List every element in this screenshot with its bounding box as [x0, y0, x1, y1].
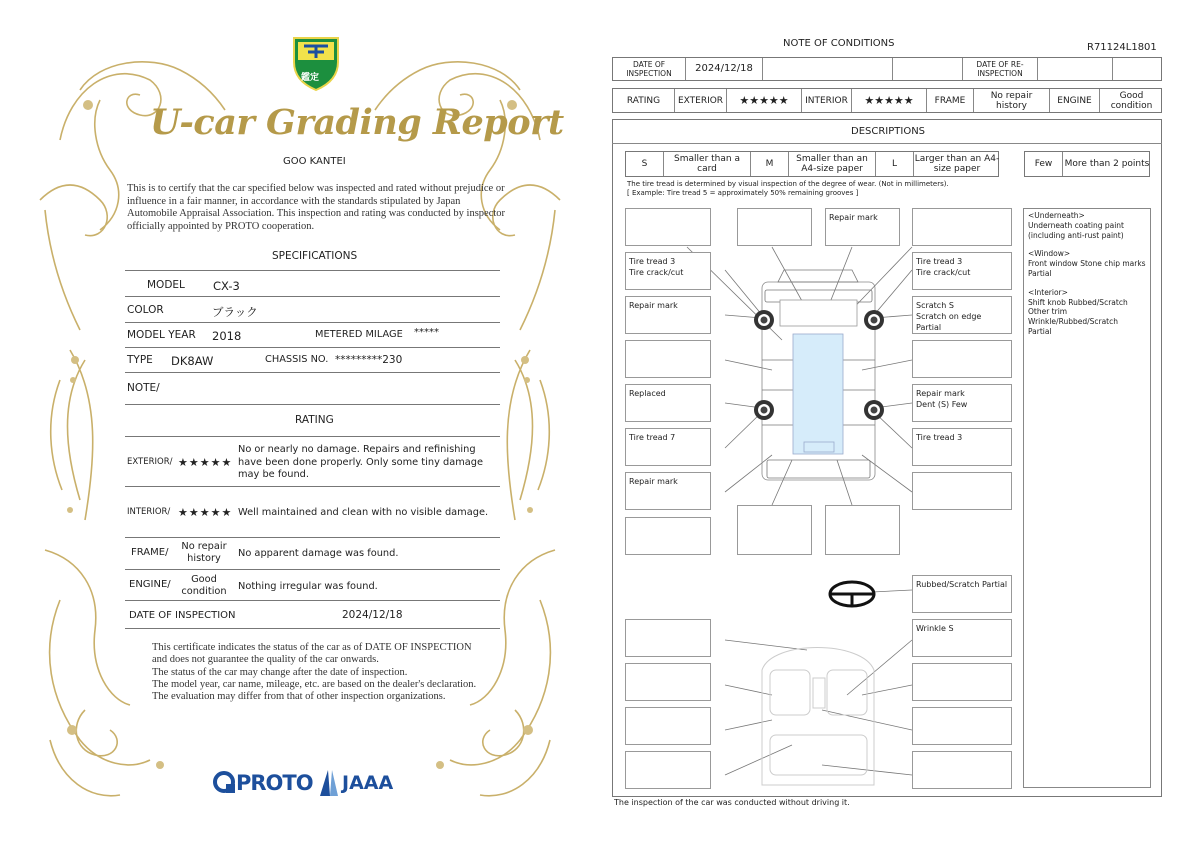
repair-box-left-door	[625, 340, 711, 378]
org-name: GOO KANTEI	[283, 156, 346, 167]
empty-cell	[763, 58, 893, 80]
inspection-date-label: DATE OF INSPECTION	[129, 610, 236, 621]
interior-box-1	[625, 619, 711, 657]
divider	[125, 436, 500, 437]
interior-box-3	[625, 707, 711, 745]
certificate-title: U-car Grading Report	[150, 102, 564, 143]
note-line: Underneath coating paint	[1028, 220, 1124, 230]
legend-few: Few	[1025, 152, 1063, 176]
jaaa-brand: JAAA	[342, 772, 394, 794]
tire-box-front-left: Tire tread 3 Tire crack/cut	[625, 252, 711, 290]
model-year-value: 2018	[212, 329, 242, 343]
repair-box-right-top	[912, 208, 1012, 246]
repair-box-right-front: Scratch S Scratch on edge Partial	[912, 296, 1012, 334]
proto-brand: PROTO	[236, 771, 313, 795]
repair-box-rear-right	[825, 505, 900, 555]
divider	[125, 296, 500, 297]
divider	[125, 404, 500, 405]
reinspection-date-value	[1038, 58, 1113, 80]
steering-box: Rubbed/Scratch Partial	[912, 575, 1012, 613]
note-label: NOTE/	[127, 382, 160, 394]
sheet-title: NOTE OF CONDITIONS	[783, 38, 895, 49]
frame-label: FRAME/	[131, 547, 169, 558]
note-line: Partial	[1028, 326, 1052, 336]
rating-label: RATING	[613, 89, 675, 112]
interior-stars: ★★★★★	[178, 506, 233, 519]
tire-box-front-right: Tire tread 3 Tire crack/cut	[912, 252, 1012, 290]
engine-value: Good condition	[181, 574, 227, 597]
tire-box-rear-left: Tire tread 7	[625, 428, 711, 466]
repair-box-left-rear: Repair mark	[625, 472, 711, 510]
inspection-date-value: 2024/12/18	[342, 609, 403, 621]
repair-box-rear-left	[737, 505, 812, 555]
proto-logo-mark	[212, 770, 238, 796]
empty-cell	[1113, 58, 1163, 80]
repair-box-right-mid: Repair mark Dent (S) Few	[912, 384, 1012, 422]
note-line: (including anti-rust paint)	[1028, 230, 1124, 240]
divider	[125, 537, 500, 538]
note-line: Front window Stone chip marks	[1028, 259, 1146, 269]
legend-s-text: Smaller than a card	[664, 152, 751, 176]
inspection-date-label: DATE OF INSPECTION	[613, 58, 686, 80]
model-value: CX-3	[213, 279, 240, 293]
note-line: Wrinkle/Rubbed/Scratch	[1028, 317, 1118, 327]
tire-box-rear-right: Tire tread 3	[912, 428, 1012, 466]
divider	[612, 143, 1162, 144]
type-value: DK8AW	[171, 354, 214, 368]
repair-box-front-right	[825, 208, 900, 246]
tire-note: The tire tread is determined by visual inspection of the degree of wear. (Not in millimeters).	[627, 180, 949, 188]
specs-heading: SPECIFICATIONS	[272, 250, 358, 262]
engine-value: Good condition	[1110, 90, 1153, 111]
model-year-label: MODEL YEAR	[127, 329, 196, 341]
interior-label: INTERIOR/	[127, 507, 171, 517]
tire-example: [ Example: Tire tread 5 = approximately 50% remaining grooves ]	[627, 189, 859, 197]
rating-row	[612, 88, 1162, 113]
date-row	[612, 57, 1162, 81]
frame-value: No repair history	[974, 89, 1050, 112]
color-value: ブラック	[212, 305, 258, 319]
note-line: <Underneath>	[1028, 211, 1085, 220]
exterior-stars: ★★★★★	[727, 89, 802, 112]
logo-text: 鑑定	[301, 73, 320, 83]
frame-value: No repair history	[181, 541, 227, 564]
engine-label: ENGINE/	[129, 579, 171, 590]
inspection-date-value: 2024/12/18	[686, 58, 763, 80]
divider	[125, 322, 500, 323]
size-legend	[625, 151, 999, 177]
chassis-value: *********230	[335, 354, 403, 366]
divider	[125, 600, 500, 601]
frame-description: No apparent damage was found.	[238, 548, 399, 559]
divider	[125, 569, 500, 570]
engine-description: Nothing irregular was found.	[238, 581, 378, 592]
disclaimer-line: The evaluation may differ from that of other inspection organizations.	[152, 691, 446, 703]
interior-box-right-1: Wrinkle S	[912, 619, 1012, 657]
mileage-label: METERED MILAGE	[315, 329, 403, 340]
interior-box-right-4	[912, 751, 1012, 789]
divider	[125, 486, 500, 487]
empty-cell	[893, 58, 963, 80]
condition-notes	[1023, 208, 1151, 788]
box-text: Repair mark	[829, 213, 878, 222]
repair-box-front-left	[737, 208, 812, 246]
repair-box-left-top	[625, 208, 711, 246]
mileage-value: *****	[414, 327, 439, 338]
note-spacer	[1028, 240, 1146, 249]
disclaimer	[152, 642, 482, 703]
legend-l: L	[876, 152, 914, 176]
note-line: <Window>	[1028, 249, 1071, 259]
exterior-label: EXTERIOR	[675, 89, 727, 112]
rating-heading: RATING	[295, 414, 334, 426]
legend-few-text: More than 2 points	[1064, 159, 1150, 169]
color-label: COLOR	[127, 304, 164, 316]
interior-box-4	[625, 751, 711, 789]
interior-description: Well maintained and clean with no visible damage.	[238, 507, 489, 518]
interior-box-2	[625, 663, 711, 701]
jaaa-logo-mark	[318, 768, 340, 798]
disclaimer-line: This certificate indicates the status of the car as of DATE OF INSPECTION and does not guarantee the quality of the car onwards.	[152, 642, 472, 666]
few-legend	[1024, 151, 1150, 177]
divider	[125, 347, 500, 348]
goo-kantei-logo	[288, 32, 344, 92]
repair-box-left-bottom	[625, 517, 711, 555]
legend-s: S	[626, 152, 664, 176]
legend-l-text: Larger than an A4-size paper	[914, 154, 1000, 174]
interior-box-right-3	[912, 707, 1012, 745]
certification-statement: This is to certify that the car specified below was inspected and rated without prejudice or influence in a fair manner, in accordance with the standards stipulated by Japan Automobile Appraisal Association. This inspection and rating was conducted by inspector officially appointed by PROTO cooperation.	[127, 183, 506, 232]
repair-box-left-front: Repair mark	[625, 296, 711, 334]
reference-number: R71124L1801	[1087, 42, 1157, 53]
repair-box-right-rear	[912, 472, 1012, 510]
interior-label: INTERIOR	[802, 89, 852, 112]
note-spacer	[1028, 279, 1146, 288]
reinspection-date-label: DATE OF RE-INSPECTION	[963, 58, 1038, 80]
model-label: MODEL	[147, 279, 185, 291]
disclaimer-line: The status of the car may change after the date of inspection.	[152, 666, 408, 678]
note-line: Other trim	[1028, 307, 1068, 317]
note-line: Partial	[1028, 268, 1052, 278]
exterior-label: EXTERIOR/	[127, 457, 173, 467]
exterior-description: No or nearly no damage. Repairs and refinishing have been done properly. Only some tiny damage may be found.	[238, 444, 483, 481]
footer-note: The inspection of the car was conducted without driving it.	[614, 798, 850, 807]
divider	[125, 628, 500, 629]
repair-box-right-door	[912, 340, 1012, 378]
legend-m: M	[751, 152, 789, 176]
legend-m-text: Smaller than an A4-size paper	[789, 152, 876, 176]
note-line: Shift knob Rubbed/Scratch	[1028, 297, 1128, 307]
divider	[125, 270, 500, 271]
divider	[125, 372, 500, 373]
descriptions-heading: DESCRIPTIONS	[851, 126, 926, 137]
chassis-label: CHASSIS NO.	[265, 354, 329, 365]
exterior-stars: ★★★★★	[178, 456, 233, 469]
repair-box-left-mid: Replaced	[625, 384, 711, 422]
interior-box-right-2	[912, 663, 1012, 701]
frame-label: FRAME	[927, 89, 974, 112]
type-label: TYPE	[127, 354, 153, 366]
disclaimer-line: The model year, car name, mileage, etc. are based on the dealer's declaration.	[152, 678, 477, 690]
interior-stars: ★★★★★	[852, 89, 927, 112]
note-line: <Interior>	[1028, 287, 1068, 297]
engine-label: ENGINE	[1050, 89, 1100, 112]
